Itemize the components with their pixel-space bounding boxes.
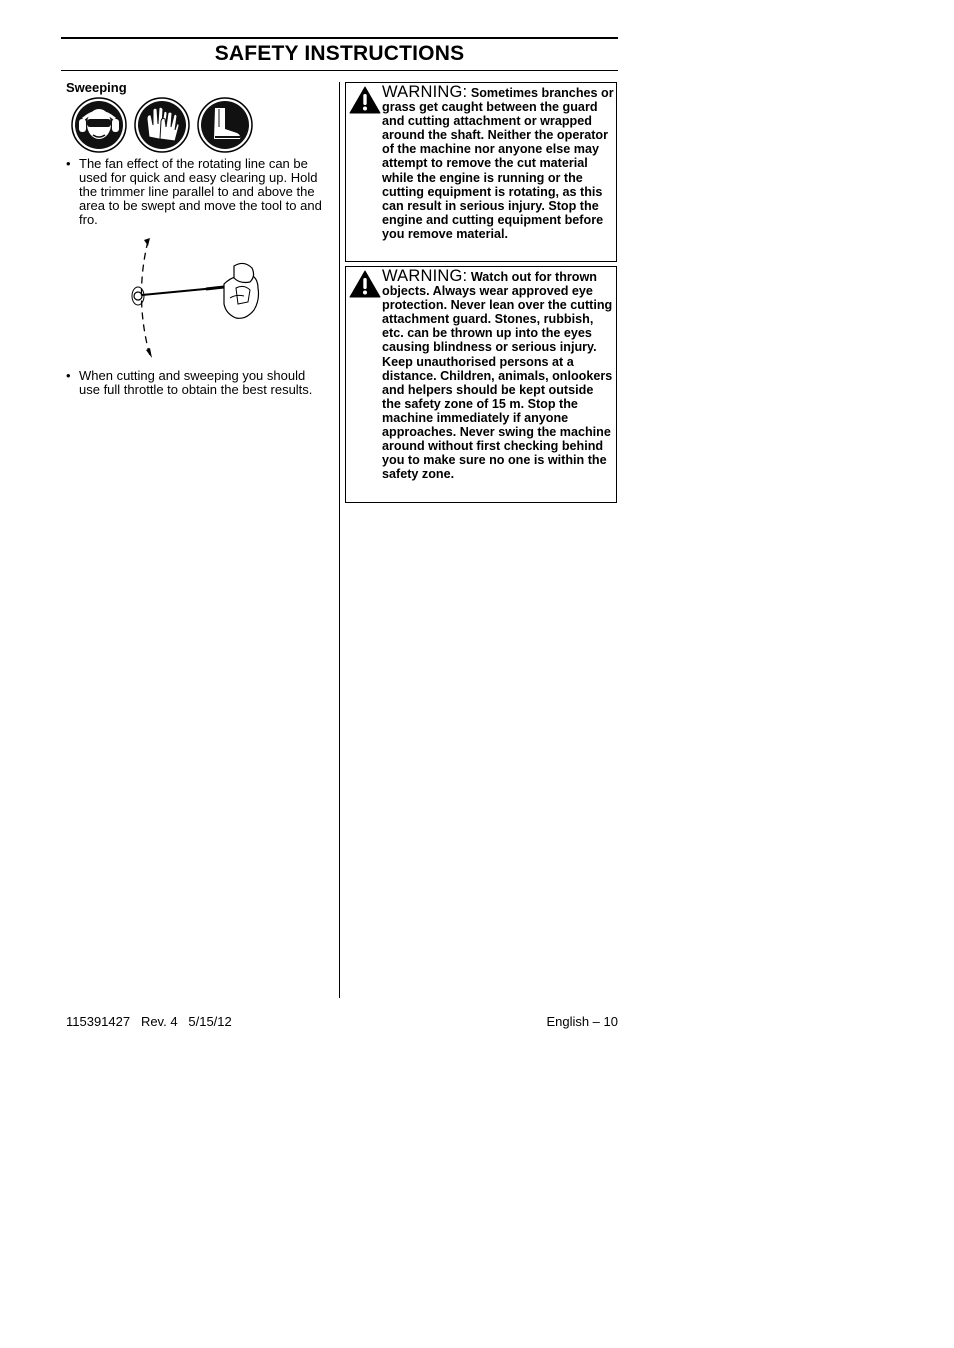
warning-label: WARNING: [382, 267, 468, 285]
warning-text-1 [382, 85, 614, 241]
warning-body: Watch out for thrown objects. Always wear approved eye protection. Never lean over the cutting attachment guard. Stones, rubbish, etc. can be thrown up into the eyes causing blindness or serious injury. Keep unauthorised persons at a distance. Children, animals, onlookers and helpers should be kept outside the safety zone of 15 m. Stop the machine immediately if anyone approaches. Never swing the machine around without first checking behind you to make sure no one is within the safety zone. [382, 270, 613, 482]
section-heading: Sweeping [66, 80, 127, 95]
gloves-icon [134, 97, 190, 153]
boots-icon [197, 97, 253, 153]
warning-triangle-icon [349, 86, 381, 114]
eye-ear-protection-icon [71, 97, 127, 153]
left-column [66, 80, 331, 397]
footer-page-label: English – 10 [546, 1014, 618, 1029]
header-rule-bottom [61, 70, 618, 71]
sweeping-illustration [126, 238, 276, 360]
page-title: SAFETY INSTRUCTIONS [214, 42, 465, 65]
bullet-list-2 [66, 369, 328, 397]
header-rule-top [61, 37, 618, 39]
list-item: • The fan effect of the rotating line can be used for quick and easy clearing up. Hold the trimmer line parallel to and above the area to be swept and move the tool to and fro. [66, 157, 328, 227]
warning-text-2 [382, 269, 614, 481]
list-item: • When cutting and sweeping you should use full throttle to obtain the best results. [66, 369, 328, 397]
column-divider [339, 82, 340, 998]
footer-doc-info: 115391427 Rev. 4 5/15/12 [66, 1014, 232, 1029]
warning-box-2 [345, 266, 617, 503]
warning-triangle-icon [349, 270, 381, 298]
warning-label: WARNING: [382, 83, 468, 101]
bullet-list-1 [66, 157, 328, 227]
warning-box-1 [345, 82, 617, 262]
warning-body: Sometimes branches or grass get caught between the guard and cutting attachment or wrapped around the shaft. Neither the operator of the machine nor anyone else may attempt to remove the cut material while the engine is running or the cutting equipment is rotating, as this can result in serious injury. Stop the engine and cutting equipment before you remove material. [382, 86, 614, 241]
